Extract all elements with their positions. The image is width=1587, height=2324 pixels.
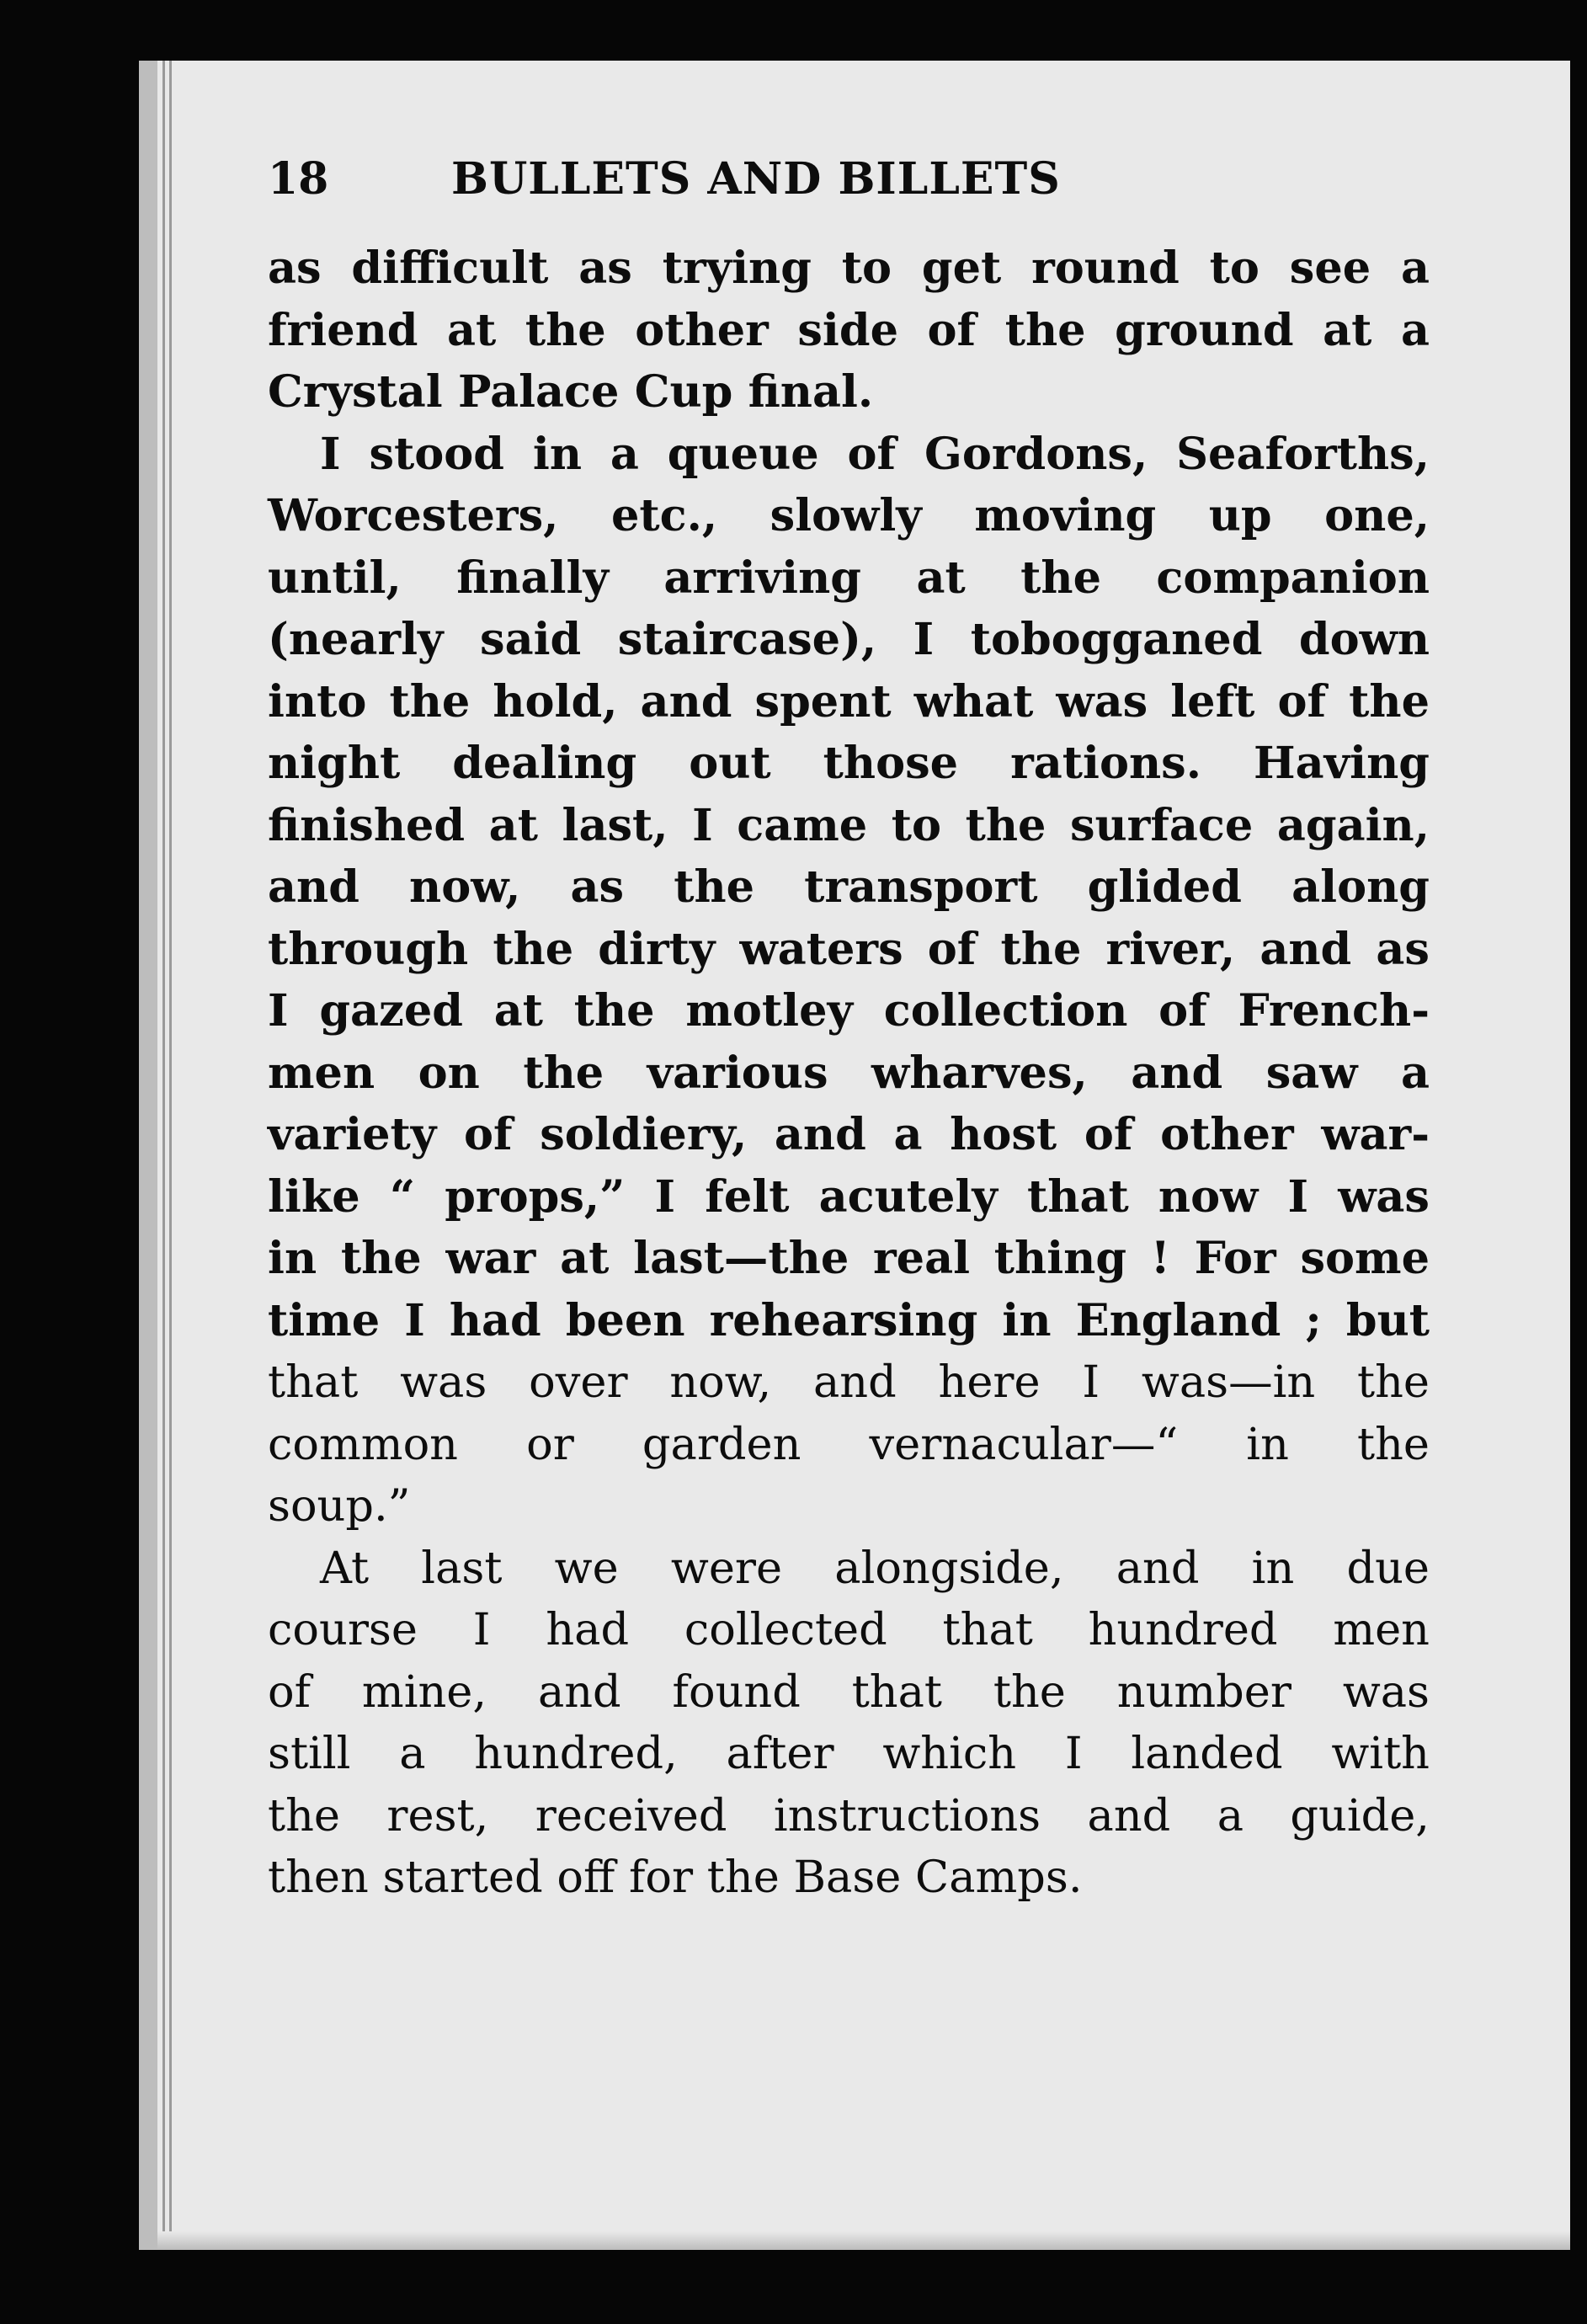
- text-line: finished at last, I came to the surface again,: [268, 799, 1430, 851]
- gutter-line: [162, 61, 165, 2250]
- text-line: course I had collected that hundred men: [268, 1604, 1430, 1655]
- page-bottom-edge: [157, 2231, 1570, 2250]
- page-number: 18: [268, 153, 329, 205]
- text-line: I stood in a queue of Gordons, Seaforths,: [320, 428, 1430, 480]
- text-line: as difficult as trying to get round to see a: [268, 243, 1430, 294]
- text-line: soup.”: [268, 1480, 411, 1532]
- text-line: (nearly said staircase), I tobogganed down: [268, 614, 1430, 665]
- running-head: [268, 153, 1430, 234]
- text-line: into the hold, and spent what was left of the: [268, 675, 1430, 728]
- text-line: the rest, received instructions and a guide,: [268, 1789, 1430, 1842]
- text-line: of mine, and found that the number was: [268, 1666, 1430, 1718]
- text-line: At last we were alongside, and in due: [320, 1542, 1430, 1594]
- text-line: then started off for the Base Camps.: [268, 1852, 1083, 1903]
- text-line: like “ props,” I felt acutely that now I was: [268, 1170, 1430, 1223]
- text-line: Crystal Palace Cup final.: [268, 366, 874, 418]
- text-line: time I had been rehearsing in England ; but: [268, 1294, 1430, 1346]
- text-line: Worcesters, etc., slowly moving up one,: [268, 490, 1430, 541]
- text-line: that was over now, and here I was—in the: [268, 1357, 1430, 1408]
- gutter-line: [169, 61, 172, 2250]
- text-line: men on the various wharves, and saw a: [268, 1047, 1430, 1099]
- text-line: through the dirty waters of the river, and as: [268, 923, 1430, 975]
- text-line: common or garden vernacular—“ in the: [268, 1418, 1430, 1470]
- text-line: friend at the other side of the ground at a: [268, 304, 1430, 356]
- text-line: until, finally arriving at the companion: [268, 552, 1430, 604]
- text-line: I gazed at the motley collection of French-: [268, 985, 1430, 1037]
- text-line: still a hundred, after which I landed with: [268, 1728, 1430, 1779]
- text-block: [268, 153, 1430, 1909]
- text-line: and now, as the transport glided along: [268, 861, 1430, 913]
- text-line: night dealing out those rations. Having: [268, 738, 1430, 789]
- text-line: variety of soldiery, and a host of other war-: [268, 1109, 1430, 1160]
- text-line: in the war at last—the real thing ! For some: [268, 1233, 1430, 1284]
- body-text: [268, 237, 1430, 1909]
- running-title: BULLETS AND BILLETS: [451, 153, 1061, 205]
